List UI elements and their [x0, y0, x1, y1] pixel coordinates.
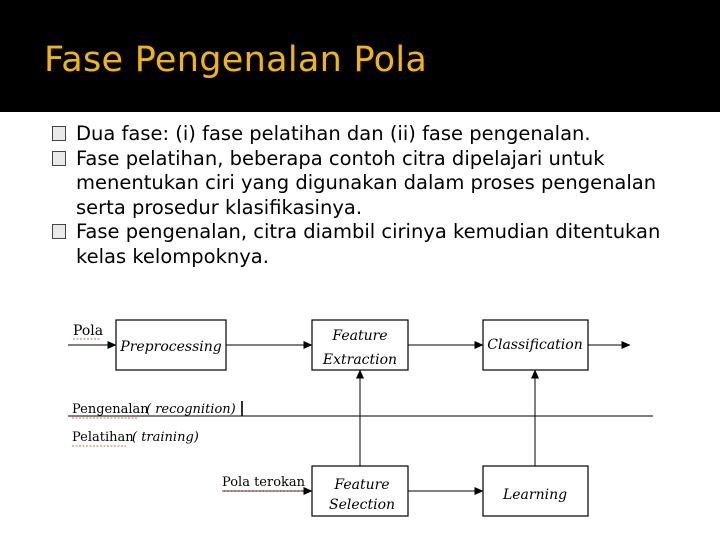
feature-selection-label-line1: Feature: [334, 477, 390, 493]
bullet-text: Fase pelatihan, beberapa contoh citra dipelajari untuk menentukan ciri yang digunakan dalam proses pengenalan serta prosedur klasifikasinya.: [76, 146, 657, 219]
recognition-label: ( recognition): [146, 402, 236, 417]
learning-label: Learning: [502, 487, 568, 503]
checkbox-bullet-icon: [52, 151, 66, 166]
slide-title: Fase Pengenalan Pola: [44, 40, 428, 80]
preprocessing-label: Preprocessing: [120, 339, 222, 355]
checkbox-bullet-icon: [52, 224, 66, 239]
pengenalan-label: Pengenalan: [72, 402, 149, 417]
bullet-text: Fase pengenalan, citra diambil cirinya kemudian ditentukan kelas kelompoknya.: [76, 220, 661, 268]
feature-selection-label-line2: Selection: [328, 497, 396, 513]
training-label: ( training): [132, 430, 199, 445]
feature-extraction-label-line1: Feature: [332, 328, 388, 344]
bullet-item: [52, 220, 702, 269]
bullet-text: Dua fase: (i) fase pelatihan dan (ii) fase pengenalan.: [76, 122, 591, 145]
classification-label: Classification: [487, 337, 583, 353]
pola-terokan-label: Pola terokan: [222, 475, 306, 490]
pattern-recognition-diagram: [0, 300, 720, 540]
bullet-item: [52, 147, 702, 221]
feature-extraction-label-line2: Extraction: [322, 352, 398, 368]
bullet-item: [52, 122, 702, 147]
pelatihan-label: Pelatihan: [72, 430, 134, 445]
title-bar: [0, 0, 720, 112]
bullet-list: [52, 122, 702, 269]
pola-label: Pola: [73, 323, 104, 339]
checkbox-bullet-icon: [52, 126, 66, 141]
